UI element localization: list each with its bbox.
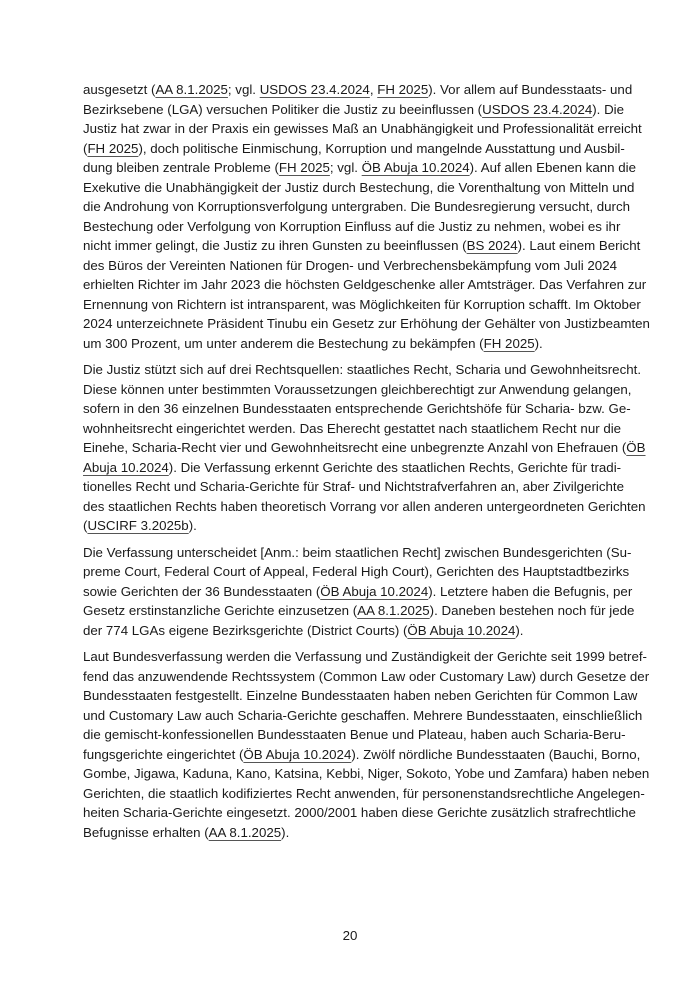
text-segment: Laut Bundesverfassung werden die Verfassung und Zuständigkeit der Gerichte seit 1999 betref- — [83, 649, 647, 664]
text-segment: Die Verfassung unterscheidet [Anm.: beim staatlichen Recht] zwischen Bundesgerichten (Su- — [83, 544, 632, 560]
text-segment: des staatlichen Rechts haben theoretisch Vorrang vor allen anderen untergeordneten Gerichten — [83, 498, 646, 514]
page-number: 20 — [342, 928, 358, 943]
text-segment: 2024 unterzeichnete Präsident Tinubu ein Gesetz zur Erhöhung der Gehälter von Justizbeamten — [83, 316, 650, 331]
text-line — [83, 80, 633, 100]
text-segment: ( — [83, 140, 88, 156]
text-line — [83, 119, 642, 139]
text-segment: und Customary Law auch Scharia-Gerichte geschaffen. Mehrere Bundesstaaten, einschließlich — [83, 707, 643, 723]
text-segment: erhielten Richter im Jahr 2023 die höchsten Geldgeschenke aller Amtsträger. Das Verfahren zur — [83, 277, 647, 292]
source-reference-link[interactable]: FH 2025 — [278, 160, 330, 175]
paragraph — [83, 360, 646, 536]
text-line — [83, 217, 621, 237]
text-segment: tionelles Recht und Scharia-Gerichte für Straf- und Nichtstrafverfahren an, aber Zivilgerichte — [83, 479, 624, 494]
text-segment: Ernennung von Richtern ist intransparent, was Möglichkeiten für Korruption schafft. Im Oktober — [83, 296, 641, 312]
text-line — [83, 314, 650, 334]
text-line — [83, 360, 642, 380]
text-line — [83, 399, 631, 419]
text-line — [83, 100, 625, 120]
text-segment: ). Die — [592, 101, 625, 117]
text-line — [83, 686, 638, 706]
text-line — [83, 562, 630, 582]
text-line — [83, 784, 645, 804]
text-segment: Bestechung oder Verfolgung von Korruption Einfluss auf die Justiz zu nehmen, wobei es ihr — [83, 218, 621, 234]
source-reference-link[interactable]: USDOS 23.4.2024 — [259, 82, 370, 97]
text-segment: nicht immer gelingt, die Justiz zu ihren Gunsten zu beeinflussen ( — [83, 238, 467, 253]
source-reference-link[interactable]: AA 8.1.2025 — [357, 603, 430, 618]
source-reference-link[interactable]: ÖB — [626, 440, 646, 455]
source-reference-link[interactable]: USDOS 23.4.2024 — [482, 101, 593, 117]
text-segment: ). Die Verfassung erkennt Gerichte des staatlichen Rechts, Gerichte für tradi- — [168, 459, 622, 475]
source-reference-link[interactable]: FH 2025 — [377, 82, 429, 97]
text-line — [83, 197, 631, 217]
source-reference-link[interactable]: ÖB Abuja 10.2024 — [361, 160, 470, 175]
text-segment: wohnheitsrecht eingerichtet werden. Das Eherecht gestattet nach staatlichem Recht nur die — [83, 420, 622, 436]
source-reference-link[interactable]: FH 2025 — [87, 140, 139, 156]
text-segment: dung bleiben zentrale Probleme ( — [83, 160, 279, 175]
text-segment: ). Auf allen Ebenen kann die — [469, 160, 636, 175]
text-line — [83, 158, 636, 178]
text-segment: preme Court, Federal Court of Appeal, Federal High Court), Gerichten des Hauptstadtbezirks — [83, 564, 630, 579]
text-line — [83, 477, 624, 497]
text-line — [83, 543, 632, 563]
text-segment: Gesetz erstinstanzliche Gerichte einzusetzen ( — [83, 603, 358, 618]
text-line — [83, 178, 635, 198]
text-line — [83, 497, 646, 517]
text-line — [83, 745, 641, 765]
text-line — [83, 706, 643, 726]
text-line — [83, 803, 636, 823]
text-segment: Gerichten, die staatlich kodifiziertes Recht anwenden, für personenstandsrechtliche Angelegen- — [83, 785, 645, 801]
text-segment: die gemischt-konfessionellen Bundesstaaten Benue und Plateau, haben auch Scharia-Beru- — [83, 727, 626, 742]
text-segment: ). Letztere haben die Befugnis, per — [428, 583, 633, 599]
text-line — [83, 236, 641, 256]
text-segment: um 300 Prozent, um unter anderem die Bestechung zu bekämpfen ( — [83, 335, 484, 351]
text-segment: die Androhung von Korruptionsverfolgung untergraben. Die Bundesregierung versucht, durch — [83, 199, 631, 214]
text-segment: Diese können unter bestimmten Voraussetzungen gleichberechtigt zur Anwendung gelangen, — [83, 381, 632, 397]
text-segment: ; vgl. — [329, 160, 362, 175]
source-reference-link[interactable]: BS 2024 — [466, 238, 518, 253]
text-segment: fungsgerichte eingerichtet ( — [83, 746, 244, 762]
text-segment: Exekutive die Unabhängigkeit der Justiz durch Bestechung, die Vorenthaltung von Mitteln und — [83, 179, 635, 195]
text-line — [83, 647, 647, 667]
text-segment: ). — [534, 335, 543, 351]
source-reference-link[interactable]: Abuja 10.2024 — [83, 459, 169, 475]
text-line — [83, 458, 622, 478]
text-segment: ), doch politische Einmischung, Korruption und mangelnde Ausstattung und Ausbil- — [138, 140, 625, 156]
text-line — [83, 275, 647, 295]
text-segment: ( — [83, 518, 88, 533]
text-line — [83, 380, 632, 400]
text-segment: sowie Gerichten der 36 Bundesstaaten ( — [83, 583, 321, 599]
text-segment: Die Justiz stützt sich auf drei Rechtsquellen: staatliches Recht, Scharia und Gewohnheitsrecht. — [83, 362, 642, 377]
text-line — [83, 582, 633, 602]
text-segment: ; vgl. — [227, 82, 260, 97]
text-segment: Befugnisse erhalten ( — [83, 824, 209, 840]
text-segment: sofern in den 36 einzelnen Bundesstaaten entsprechende Gerichtshöfe für Scharia- bzw. Ge- — [83, 401, 631, 416]
text-segment: ). Laut einem Bericht — [517, 238, 641, 253]
text-line — [83, 667, 650, 687]
text-segment: der 774 LGAs eigene Bezirksgerichte (District Courts) ( — [83, 622, 408, 638]
text-segment: , — [369, 82, 378, 97]
text-line — [83, 295, 641, 315]
text-segment: ausgesetzt ( — [83, 82, 156, 97]
source-reference-link[interactable]: USCIRF 3.2025b — [87, 518, 189, 533]
paragraph — [83, 647, 650, 842]
text-segment: des Büros der Vereinten Nationen für Drogen- und Verbrechensbekämpfung vom Juli 2024 — [83, 257, 617, 273]
text-line — [83, 139, 625, 159]
text-segment: ). — [188, 518, 197, 533]
text-segment: ). Zwölf nördliche Bundesstaaten (Bauchi, Borno, — [351, 746, 641, 762]
text-line — [83, 334, 617, 354]
text-line — [83, 256, 617, 276]
document-body — [83, 80, 650, 849]
source-reference-link[interactable]: FH 2025 — [483, 335, 535, 351]
text-segment: Einehe, Scharia-Recht vier und Gewohnheitsrecht eine unbegrenzte Anzahl von Ehefrauen ( — [83, 440, 627, 455]
text-line — [83, 438, 646, 458]
source-reference-link[interactable]: ÖB Abuja 10.2024 — [407, 622, 516, 638]
text-line — [83, 601, 635, 621]
text-segment: Justiz hat zwar in der Praxis ein gewisses Maß an Unabhängigkeit und Professionalität erreicht — [83, 121, 642, 136]
source-reference-link[interactable]: ÖB Abuja 10.2024 — [243, 746, 352, 762]
text-segment: ). Daneben bestehen noch für jede — [429, 603, 635, 618]
text-segment: Bundesstaaten festgestellt. Einzelne Bundesstaaten haben neben Gerichten für Common Law — [83, 688, 638, 703]
text-segment: ). Vor allem auf Bundesstaats- und — [428, 82, 633, 97]
text-segment: heiten Scharia-Gerichte eingesetzt. 2000/2001 haben diese Gerichte zusätzlich strafrechtliche — [83, 805, 636, 820]
text-line — [83, 419, 622, 439]
text-line — [83, 823, 617, 843]
paragraph — [83, 543, 635, 641]
text-segment: ). — [281, 824, 290, 840]
text-line — [83, 621, 617, 641]
text-segment: ). — [515, 622, 524, 638]
text-segment: fend das anzuwendende Rechtssystem (Common Law oder Customary Law) durch Gesetze der — [83, 668, 650, 684]
source-reference-link[interactable]: AA 8.1.2025 — [208, 824, 282, 840]
text-line — [83, 725, 626, 745]
paragraph — [83, 80, 650, 353]
text-segment: Bezirksebene (LGA) versuchen Politiker die Justiz zu beeinflussen ( — [83, 101, 483, 117]
text-line — [83, 764, 650, 784]
source-reference-link[interactable]: AA 8.1.2025 — [155, 82, 228, 97]
text-segment: Gombe, Jigawa, Kaduna, Kano, Katsina, Kebbi, Niger, Sokoto, Yobe und Zamfara) haben neben — [83, 766, 650, 781]
text-line — [83, 516, 617, 536]
source-reference-link[interactable]: ÖB Abuja 10.2024 — [320, 583, 429, 599]
